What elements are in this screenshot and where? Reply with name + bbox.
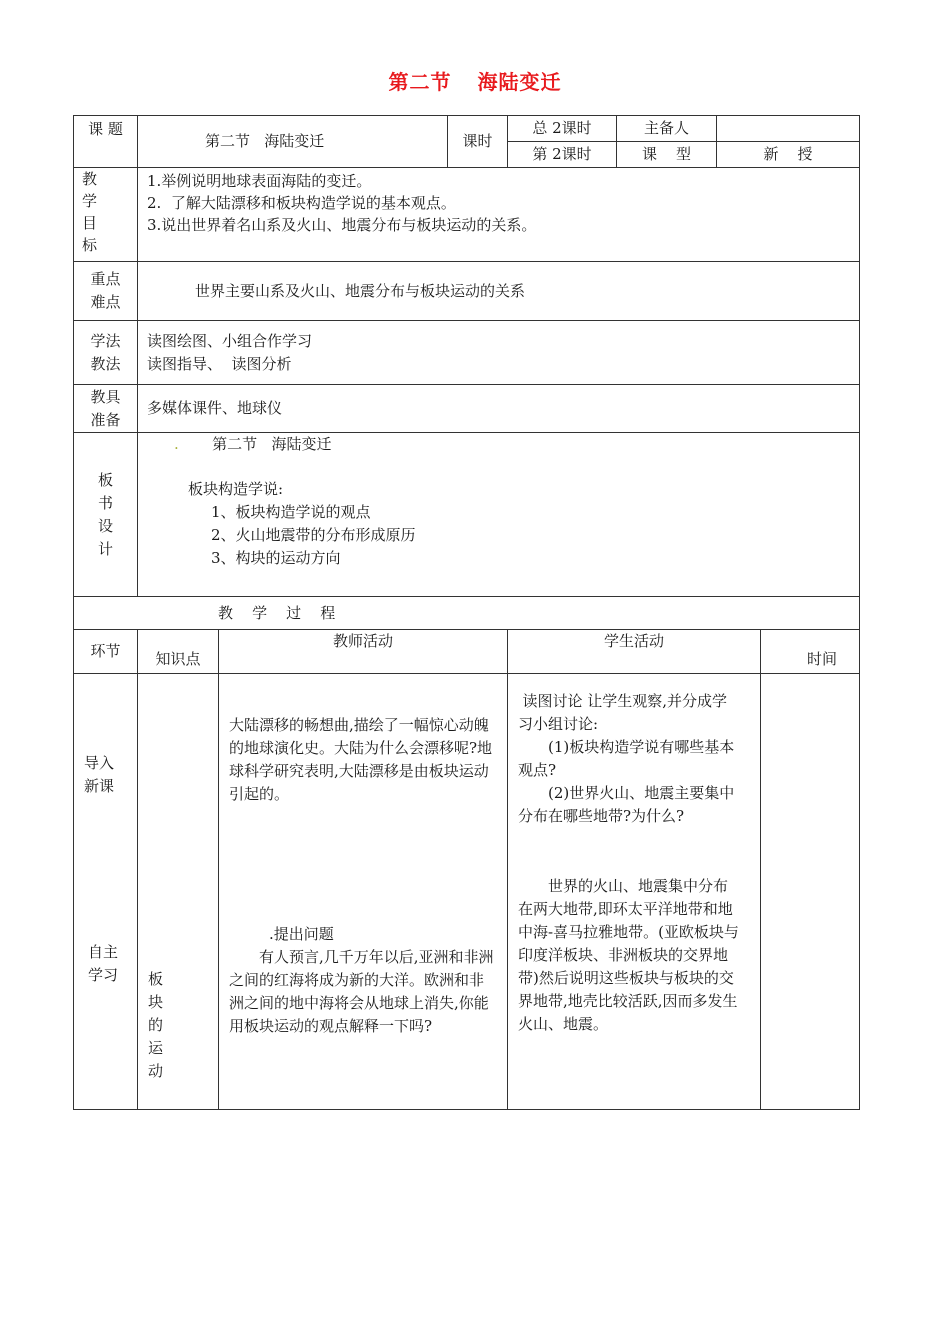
- methods-text: [138, 321, 860, 385]
- objective-item: 3.说出世界着名山系及火山、地震分布与板块运动的关系。: [147, 216, 537, 234]
- objectives-list: [138, 168, 860, 262]
- board-subheading: 板块构造学说:: [188, 480, 284, 498]
- col-time: 时间: [761, 630, 860, 674]
- zhu-bei-ren-value: [717, 116, 860, 142]
- teacher-intro: 大陆漂移的畅想曲,描绘了一幅惊心动魄的地球演化史。大陆为什么会漂移呢?地球科学研究表明,大陆漂移是由板块运动引起的。: [229, 716, 493, 803]
- stage-self-study: 自主 学习: [88, 943, 119, 984]
- board-heading: . 第二节 海陆变迁: [174, 435, 332, 453]
- board-label: 板 书 设 计: [74, 433, 138, 597]
- key-points-text: 世界主要山系及火山、地震分布与板块运动的关系: [138, 262, 860, 321]
- total-hours: 总 2课时: [508, 116, 617, 142]
- col-student: 学生活动: [508, 630, 761, 674]
- student-cell: [508, 674, 761, 1110]
- stage-cell: [74, 674, 138, 1110]
- key-points-label: 重点 难点: [74, 262, 138, 321]
- teacher-question-head: .提出问题: [269, 925, 334, 943]
- student-intro: 读图讨论 让学生观察,并分成学习小组讨论:: [518, 692, 728, 733]
- page-title: [0, 66, 950, 95]
- teacher-question: 有人预言,几千万年以后,亚洲和非洲之间的红海将成为新的大洋。欧洲和非洲之间的地中海将会从地球上消失,你能用板块运动的观点解释一下吗?: [229, 948, 494, 1035]
- col-stage: 环节: [74, 630, 138, 674]
- objective-item: 2. 了解大陆漂移和板块构造学说的基本观点。: [147, 194, 456, 212]
- board-content: [138, 433, 860, 597]
- board-item: 1、板块构造学说的观点: [211, 503, 371, 521]
- process-title: 教 学 过 程: [74, 597, 860, 630]
- current-hour: 第 2课时: [508, 142, 617, 168]
- methods-label: 学法 教法: [74, 321, 138, 385]
- student-answer: 世界的火山、地震集中分布在两大地带,即环太平洋地带和地中海-喜马拉雅地带。(亚欧板块与印度洋板块、非洲板块的交界地带)然后说明这些板块与板块的交界地带,地壳比较活跃,因而多发生火山、地震。: [518, 877, 739, 1033]
- ke-ti-label: 课 题: [74, 116, 138, 168]
- teacher-cell: [219, 674, 508, 1110]
- title-topic: 海陆变迁: [477, 70, 562, 94]
- method-line: 读图绘图、小组合作学习: [147, 331, 313, 350]
- tools-text: 多媒体课件、地球仪: [138, 385, 860, 433]
- ke-xing-value: 新 授: [717, 142, 860, 168]
- ke-ti-value: 第二节 海陆变迁: [138, 116, 448, 168]
- student-question-1: (1)板块构造学说有哪些基本观点?: [518, 738, 735, 779]
- board-item: 3、构块的运动方向: [211, 549, 341, 567]
- col-teacher: 教师活动: [219, 630, 508, 674]
- board-item: 2、火山地震带的分布形成原历: [211, 526, 416, 544]
- time-cell: [761, 674, 860, 1110]
- objective-item: 1.举例说明地球表面海陆的变迁。: [147, 172, 372, 190]
- ke-xing-label: 课 型: [617, 142, 717, 168]
- stage-intro: 导入 新课: [84, 754, 115, 795]
- title-section: 第二节: [388, 70, 452, 94]
- lesson-plan-table: [73, 115, 860, 1110]
- method-line: 读图指导、 读图分析: [147, 354, 292, 373]
- ke-shi-label: 课时: [448, 116, 508, 168]
- tools-label: 教具 准备: [74, 385, 138, 433]
- zhu-bei-ren-label: 主备人: [617, 116, 717, 142]
- objectives-label: 教 学 目 标: [74, 168, 138, 262]
- col-knowledge: 知识点: [138, 630, 219, 674]
- student-question-2: (2)世界火山、地震主要集中分布在哪些地带?为什么?: [518, 784, 735, 825]
- knowledge-point: 板 块 的 运 动: [148, 970, 164, 1080]
- knowledge-cell: [138, 674, 219, 1110]
